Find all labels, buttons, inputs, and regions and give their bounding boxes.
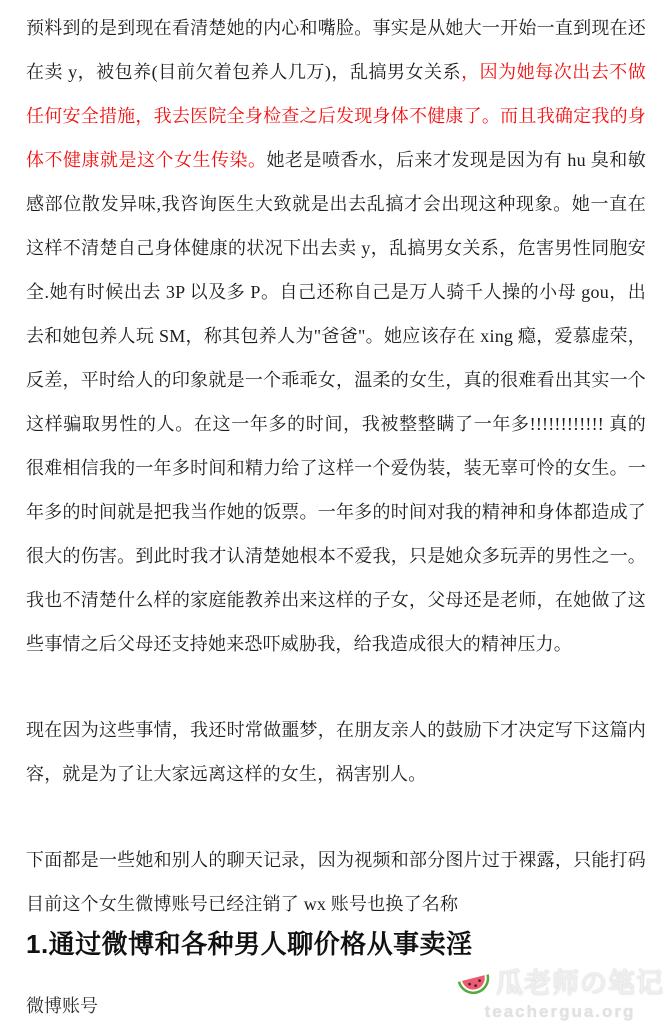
section-heading: 1.通过微博和各种男人聊价格从事卖淫 <box>26 929 473 959</box>
body-text: 预料到的是到现在看清楚她的内心和嘴脸。事实是从她大一开始一直到现在还在卖 y，被包养(目前欠着包养人几万)，乱搞男女关系 <box>26 18 646 82</box>
body-text: 下面都是一些她和别人的聊天记录，因为视频和部分图片过于裸露，只能打码目前这个女生微博账号已经注销了 wx 账号也换了名称 <box>26 850 646 914</box>
paragraph <box>26 6 646 666</box>
watermark <box>456 961 664 1022</box>
watermark-row <box>456 961 664 1000</box>
body-text: 现在因为这些事情，我还时常做噩梦，在朋友亲人的鼓励下才决定写下这篇内容，就是为了让大家远离这样的女生，祸害别人。 <box>26 720 646 784</box>
watermark-url: teachergua.org <box>484 1002 636 1021</box>
highlighted-text: ，因为她每次出去不做任何安全措施，我去医院全身检查之后发现身体不健康了。而且我确定我的身体不健康就是这个女生传染。 <box>26 62 647 170</box>
weibo-account-caption: 微博账号 <box>26 996 98 1016</box>
watermark-title: 瓜老师の笔记 <box>496 968 664 998</box>
paragraph <box>26 838 646 926</box>
article-body <box>26 6 646 926</box>
watermelon-icon <box>456 963 492 999</box>
body-text: 她老是喷香水，后来才发现是因为有 hu 臭和敏感部位散发异味,我咨询医生大致就是出去乱搞才会出现这种现象。她一直在这样不清楚自己身体健康的状况下出去卖 y，乱搞男女关系，危害男性同胞安全.她有时候出去 3P 以及多 P。自己还称自己是万人骑千人操的小母 gou，出去和她包养人玩 SM，称其包养人为"爸爸"。她应该存在 xing 瘾，爱慕虚荣，反差，平时给人的印象就是一个乖乖女，温柔的女生，真的很难看出其实一个这样骗取男性的人。在这一年多的时间，我被整整瞒了一年多!!!!!!!!!!!! 真的很难相信我的一年多时间和精力给了这样一个爱伪装，装无辜可怜的女生。一年多的时间就是把我当作她的饭票。一年多的时间对我的精神和身体都造成了很大的伤害。到此时我才认清楚她根本不爱我，只是她众多玩弄的男性之一。我也不清楚什么样的家庭能教养出来这样的子女，父母还是老师，在她做了这些事情之后父母还支持她来恐吓威胁我，给我造成很大的精神压力。 <box>26 150 646 654</box>
paragraph <box>26 708 646 796</box>
